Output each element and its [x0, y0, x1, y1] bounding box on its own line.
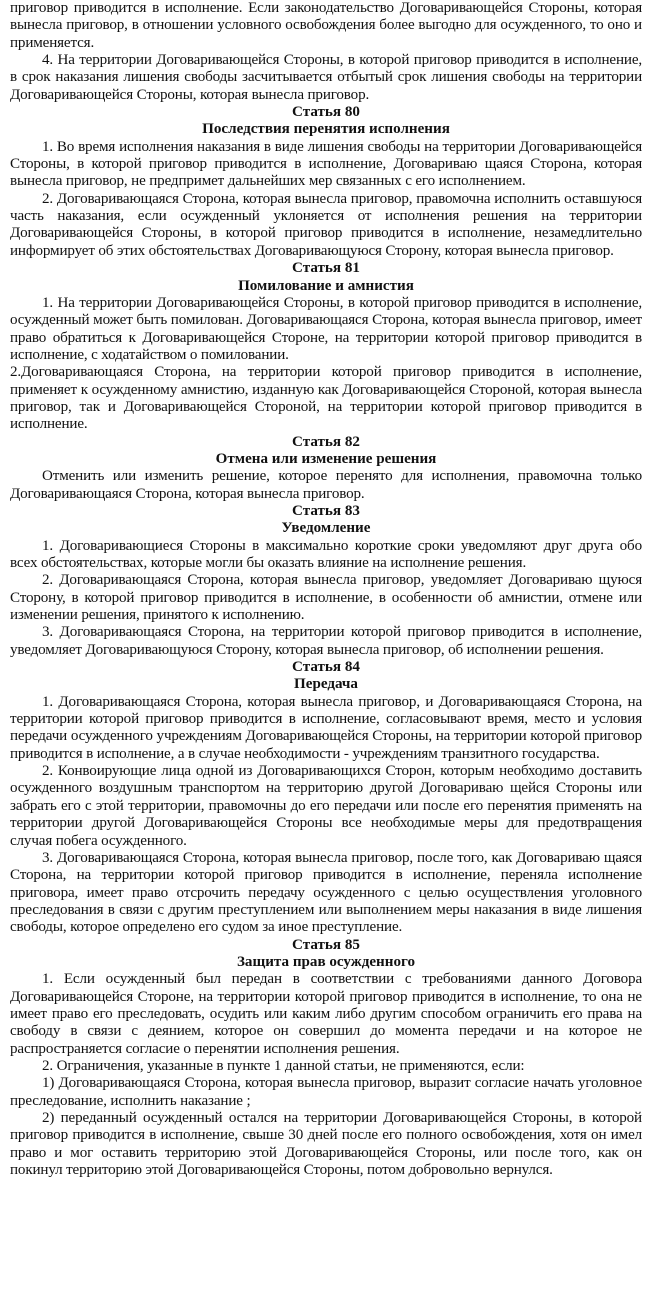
article-84-paragraph-2: 2. Конвоирующие лица одной из Договаривающихся Сторон, которым необходимо доставить осужденного воздушным транспортом на территорию другой Договариваю щейся Стороны или забрать его с этой территории, правомочны до его передачи или после его перенятия применять на территории другой Договаривающейся Стороны все необходимые меры для предотвращения случая побега осужденного. [10, 763, 642, 849]
article-83-paragraph-1: 1. Договаривающиеся Стороны в максимально короткие сроки уведомляют друг друга обо всех обстоятельствах, которые могли бы оказать влияние на исполнение решения. [10, 537, 642, 571]
article-84-paragraph-1: 1. Договаривающаяся Сторона, которая вынесла приговор, и Договаривающаяся Сторона, на территории которой приговор приводится в исполнение, согласовывают время, место и условия передачи осужденного учреждениям Договаривающейся Стороны, на территории которой приговор приводится в исполнение, а в случае необходимости - учреждениям транзитного государства. [10, 693, 642, 762]
article-82-title: Отмена или изменение решения [215, 450, 437, 467]
paragraph-top-1: приговор приводится в исполнение. Если законодательство Договаривающейся Стороны, которая вынесла приговор, в отношении условного освобождения более выгодно для осужденного, то оно и применяется. [10, 0, 642, 51]
article-84-number: Статья 84 [292, 659, 360, 676]
article-85-paragraph-3: 1) Договаривающаяся Сторона, которая вынесла приговор, выразит согласие начать уголовное преследование, исполнить наказание ; [10, 1075, 642, 1109]
article-84-paragraph-3: 3. Договаривающаяся Сторона, которая вынесла приговор, после того, как Договариваю щаяся Сторона, на территории которой приговор приводится в исполнение, переняла исполнение приговора, имеет право отсрочить передачу осужденного с целью осуществления уголовного преследования в связи с другим преступлением или выполнением меры наказания в виде лишения свободы, которое определено его судом за иное преступление. [10, 849, 642, 936]
article-85-paragraph-4: 2) переданный осужденный остался на территории Договаривающейся Стороны, в которой приговор приводится в исполнение, свыше 30 дней после его полного освобождения, хотя он имел право и мог оставить территорию этой Договаривающейся Стороны, или после того, как он покинул территорию этой Договаривающейся Стороны, потом добровольно вернулся. [10, 1110, 642, 1179]
article-83-title: Уведомление [281, 520, 371, 537]
article-81-title: Помилование и амнистия [238, 277, 414, 294]
article-85-title: Защита прав осужденного [236, 953, 416, 970]
paragraph-top-2: 4. На территории Договаривающейся Стороны, в которой приговор приводится в исполнение, в срок наказания лишения свободы засчитывается отбытый срок лишения свободы на территории Договаривающейся Стороны, которая вынесла приговор. [10, 52, 642, 103]
article-84-title: Передача [294, 676, 358, 693]
article-85-number: Статья 85 [292, 936, 360, 953]
article-80-paragraph-2: 2. Договаривающаяся Сторона, которая вынесла приговор, правомочна исполнить оставшуюся часть наказания, если осужденный уклоняется от исполнения решения на территории Договаривающейся Стороны, в которой приговор приводится в исполнение, незамедлительно информирует об этих обстоятельствах Договаривающуюся Сторону, которая вынесла приговор. [10, 190, 642, 259]
article-82-paragraph-1: Отменить или изменить решение, которое перенято для исполнения, правомочна только Договаривающаяся Сторона, которая вынесла приговор. [10, 468, 642, 502]
article-81-number: Статья 81 [292, 260, 360, 277]
article-85-paragraph-2: 2. Ограничения, указанные в пункте 1 данной статьи, не применяются, если: [42, 1057, 525, 1074]
article-80-title: Последствия перенятия исполнения [202, 121, 450, 138]
article-83-paragraph-3: 3. Договаривающаяся Сторона, на территории которой приговор приводится в исполнение, уведомляет Договаривающуюся Сторону, которая вынесла приговор, об исполнении решения. [10, 624, 642, 658]
article-83-number: Статья 83 [292, 502, 360, 519]
article-80-number: Статья 80 [292, 104, 360, 121]
article-82-number: Статья 82 [292, 433, 360, 450]
article-85-paragraph-1: 1. Если осужденный был передан в соответствии с требованиями данного Договора Договаривающейся Стороне, на территории которой приговор приводится в исполнение, то она не имеет право его преследовать, осудить или каким либо другим способом ограничить его права на свободу в связи с деянием, которое он совершил до момента передачи и на которое не распространяется согласие о перенятии исполнения решения. [10, 971, 642, 1057]
article-81-paragraph-1: 1. На территории Договаривающейся Стороны, в которой приговор приводится в исполнение, осужденный может быть помилован. Договаривающаяся Сторона, которая вынесла приговор, имеет право обратиться к Договаривающейся Стороне, на территории которой приговор приводится в исполнение, с ходатайством о помиловании. [10, 294, 642, 363]
article-83-paragraph-2: 2. Договаривающаяся Сторона, которая вынесла приговор, уведомляет Договариваю щуюся Сторону, в которой приговор приводится в исполнение, в особенности об амнистии, отмене или изменении решения, принятого к исполнению. [10, 572, 642, 624]
article-81-paragraph-2: 2.Договаривающаяся Сторона, на территории которой приговор приводится в исполнение, применяет к осужденному амнистию, изданную как Договаривающейся Стороной, которая вынесла приговор, так и Договаривающейся Стороной, на территории которой приговор приводится в исполнение. [10, 364, 642, 433]
article-80-paragraph-1: 1. Во время исполнения наказания в виде лишения свободы на территории Договаривающейся Стороны, в которой приговор приводится в исполнение, Договариваю щаяся Сторона, которая вынесла приговор, не предпримет дальнейших мер связанных с его исполнением. [10, 138, 642, 190]
